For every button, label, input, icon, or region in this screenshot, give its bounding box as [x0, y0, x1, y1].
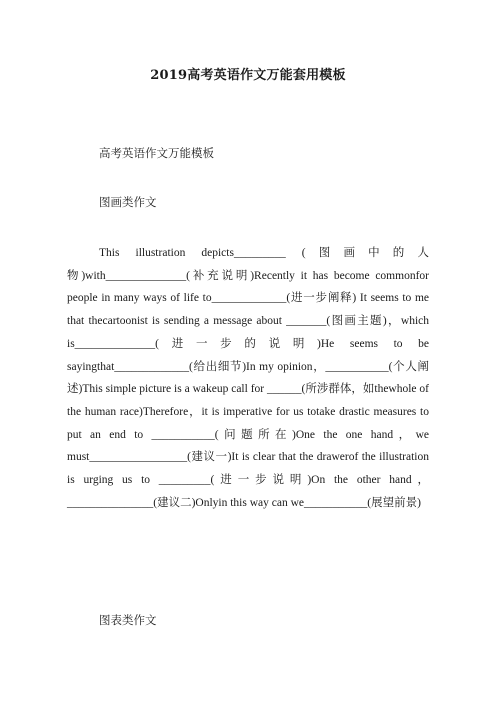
section-heading-chart: 图表类作文 [99, 613, 157, 627]
subtitle-heading: 高考英语作文万能模板 [99, 146, 214, 160]
document-title: 2019高考英语作文万能套用模板 [150, 68, 346, 83]
template-paragraph [67, 242, 429, 514]
section-heading-picture: 图画类作文 [99, 195, 157, 209]
paragraph-text: This illustration depicts_________ (图画中的人物)with______________(补充说明)Recently it has become commonfor people in many ways of life to_____________(进一步阐释) It seems to me that thecartoonist is sending a message about _______(图画主题)，which is______________(进一步的说明)He seems to be sayingthat_____________(给出细节)In my opinion，___________(个人阐述)This simple picture is a wakeup call for ______(所涉群体，如thewhole of the human race)Therefore，it is imperative for us totake drastic measures to put an end to ___________(问题所在)One the one hand，we must_________________(建议一)It is clear that the drawerof the illustration is urging us to _________(进一步说明)On the other hand，_______________(建议二)Onlyin this way can we___________(展望前景) [67, 247, 429, 509]
